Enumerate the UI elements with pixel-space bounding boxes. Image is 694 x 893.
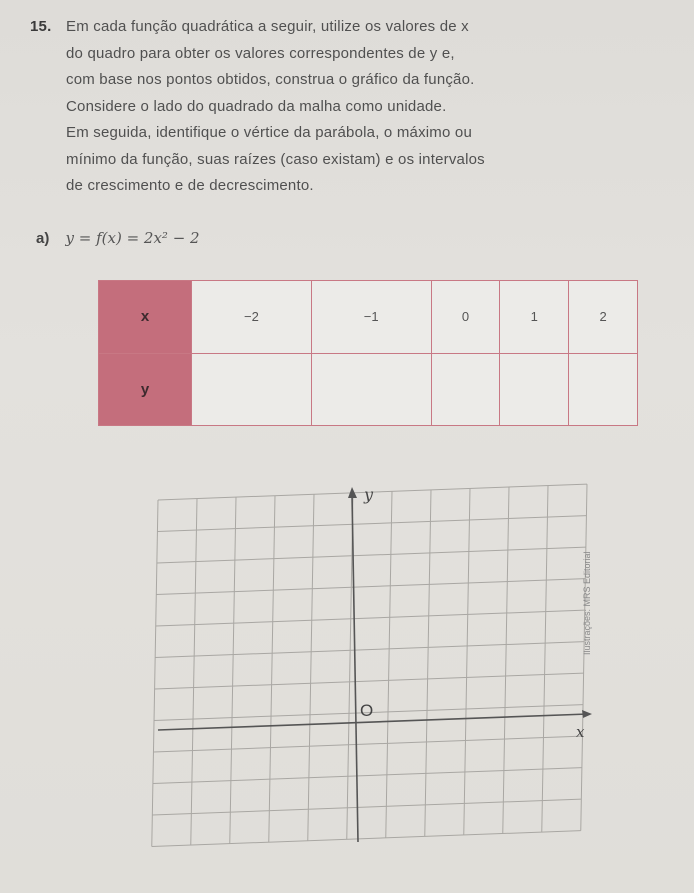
problem-line: com base nos pontos obtidos, construa o gráfico da função. <box>66 71 475 88</box>
problem-line: Em seguida, identifique o vértice da parábola, o máximo ou <box>66 124 472 141</box>
y-axis-label: y <box>364 485 374 504</box>
problem-line: de crescimento e de decrescimento. <box>66 177 314 194</box>
problem-line: Considere o lado do quadrado da malha como unidade. <box>66 97 447 115</box>
problem-number: 15. <box>30 18 52 35</box>
grid-vertical-line <box>308 494 314 841</box>
grid-vertical-line <box>542 486 548 833</box>
grid-vertical-line <box>152 500 158 847</box>
origin-label: O <box>360 701 374 720</box>
x-cell: 2 <box>569 281 638 354</box>
illustration-credit: Ilustrações: MRS Editorial <box>582 551 592 655</box>
x-cell: 0 <box>431 281 500 354</box>
grid-vertical-line <box>347 493 353 839</box>
problem-line: Em cada função quadrática a seguir, utilize os valores de x <box>66 18 469 35</box>
grid-horizontal-line <box>155 673 584 689</box>
grid-horizontal-line <box>156 610 585 626</box>
problem-line: do quadro para obter os valores correspondentes de y e, <box>66 44 455 62</box>
grid-vertical-line <box>230 497 236 844</box>
grid-vertical-line <box>425 490 431 837</box>
grid-horizontal-line <box>157 516 586 532</box>
grid-lines <box>152 484 587 846</box>
grid-horizontal-line <box>153 736 582 752</box>
grid-vertical-line <box>503 487 509 834</box>
function-equation: y = f(x) = 2x² − 2 <box>65 229 200 247</box>
x-header: x <box>99 281 192 354</box>
item-label: a) <box>36 230 50 247</box>
grid-horizontal-line <box>157 547 586 563</box>
grid-vertical-line <box>464 488 470 835</box>
grid-horizontal-line <box>153 768 582 784</box>
x-cell: −1 <box>311 281 431 354</box>
grid-horizontal-line <box>152 831 581 847</box>
y-axis <box>352 494 358 842</box>
x-cell: −2 <box>192 281 312 354</box>
grid-horizontal-line <box>156 579 585 595</box>
grid-vertical-line <box>191 499 197 846</box>
x-axis-label: x <box>576 723 585 741</box>
grid-horizontal-line <box>155 642 584 658</box>
grid-horizontal-line <box>152 799 581 815</box>
grid-vertical-line <box>269 496 275 843</box>
grid-vertical-line <box>386 491 392 837</box>
x-cell: 1 <box>500 281 569 354</box>
problem-line: mínimo da função, suas raízes (caso existam) e os intervalos <box>66 150 485 168</box>
x-axis-arrow <box>582 710 592 718</box>
y-header: y <box>99 353 192 426</box>
